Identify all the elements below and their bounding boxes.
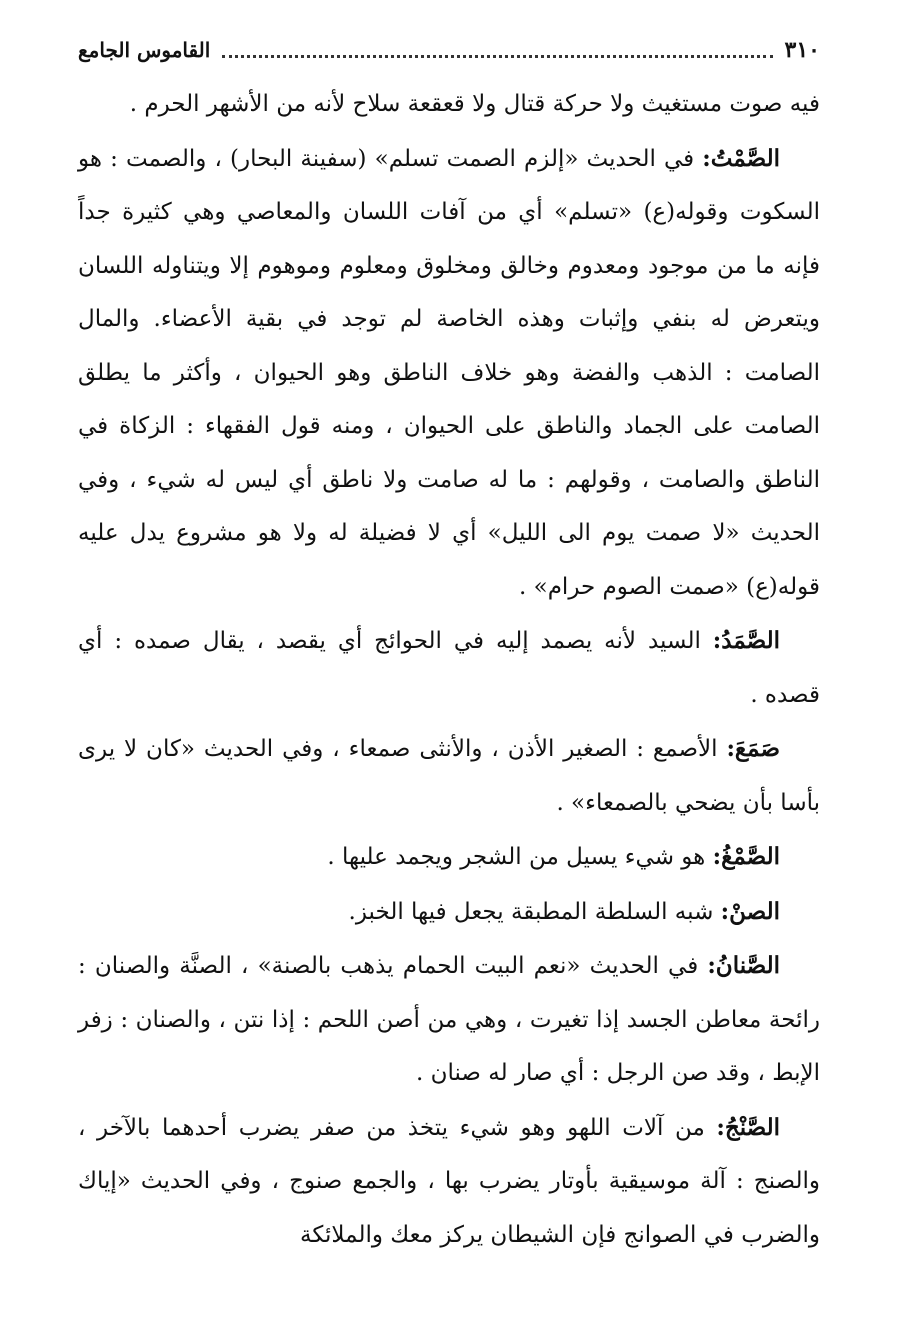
running-title: القاموس الجامع	[78, 38, 211, 62]
entry-samad	[78, 614, 820, 722]
entry-text: هو شيء يسيل من الشجر ويجمد عليها .	[327, 844, 713, 870]
entry-headword: الصنْ:	[720, 897, 780, 925]
entry-text: من آلات اللهو وهو شيء يتخذ من صفر يضرب أحدهما بالآخر ، والصنج : آلة موسيقية بأوتار يضرب بها ، والجمع صنوج ، وفي الحديث «إياك والضرب في الصوانج فإن الشيطان يركز معك والملائكة	[78, 1114, 820, 1248]
entry-text: فيه صوت مستغيث ولا حركة قتال ولا قعقعة سلاح لأنه من الأشهر الحرم .	[129, 91, 820, 117]
entry-samgh	[78, 830, 820, 885]
entry-samaa	[78, 722, 820, 830]
entry-sunan	[78, 939, 820, 1101]
header-dotted-leader	[222, 43, 772, 58]
entry-headword: الصَّمَدُ:	[712, 627, 780, 654]
entry-headword: الصَّمْتُ:	[702, 144, 780, 172]
page-number: ٣١٠	[784, 37, 820, 63]
entry-samt	[78, 132, 820, 615]
entry-headword: صَمَعَ:	[726, 735, 780, 762]
entry-headword: الصَّنْجُ:	[716, 1113, 780, 1141]
entry-headword: الصَّنانُ:	[707, 952, 780, 979]
entry-text: شبه السلطة المطبقة يجعل فيها الخبز.	[348, 898, 721, 925]
page-header	[78, 30, 820, 70]
entry-text: في الحديث «إلزم الصمت تسلم» (سفينة البحار) ، والصمت : هو السكوت وقوله(ع) «تسلم» أي من آفات اللسان والمعاصي وهي كثيرة جداً فإنه ما من موجود ومعدوم وخالق ومخلوق ومعلوم وموهوم إلا ويتناوله اللسان ويتعرض له بنفي وإثبات وهذه الخاصة لم توجد في بقية الأعضاء. والمال الصامت : الذهب والفضة وهو خلاف الناطق وهو الحيوان ، وأكثر ما يطلق الصامت على الجماد والناطق على الحيوان ، ومنه قول الفقهاء : الزكاة في الناطق والصامت ، وقولهم : ما له صامت ولا ناطق أي ليس له شيء ، وفي الحديث «لا صمت يوم الى الليل» أي لا فضيلة له ولا هو مشروع يدل عليه قوله(ع) «صمت الصوم حرام» .	[78, 145, 820, 600]
entry-continuation	[78, 78, 820, 132]
entry-sann	[78, 885, 820, 940]
entry-text: السيد لأنه يصمد إليه في الحوائج أي يقصد ، يقال صمده : أي قصده .	[78, 628, 820, 708]
entry-text: الأصمع : الصغير الأذن ، والأنثى صمعاء ، وفي الحديث «كان لا يرى بأسا بأن يضحي بالصمعاء» .	[78, 736, 820, 816]
entry-text: في الحديث «نعم البيت الحمام يذهب بالصنة» ، الصنَّة والصنان : رائحة معاطن الجسد إذا تغيرت ، وهي من أصن اللحم : إذا نتن ، والصنان : زفر الإبط ، وقد صن الرجل : أي صار له صنان .	[78, 953, 820, 1086]
entry-headword: الصَّمْغُ:	[712, 843, 780, 870]
page-body	[78, 78, 820, 1262]
entry-sanj	[78, 1101, 820, 1263]
dictionary-page	[78, 30, 820, 1262]
